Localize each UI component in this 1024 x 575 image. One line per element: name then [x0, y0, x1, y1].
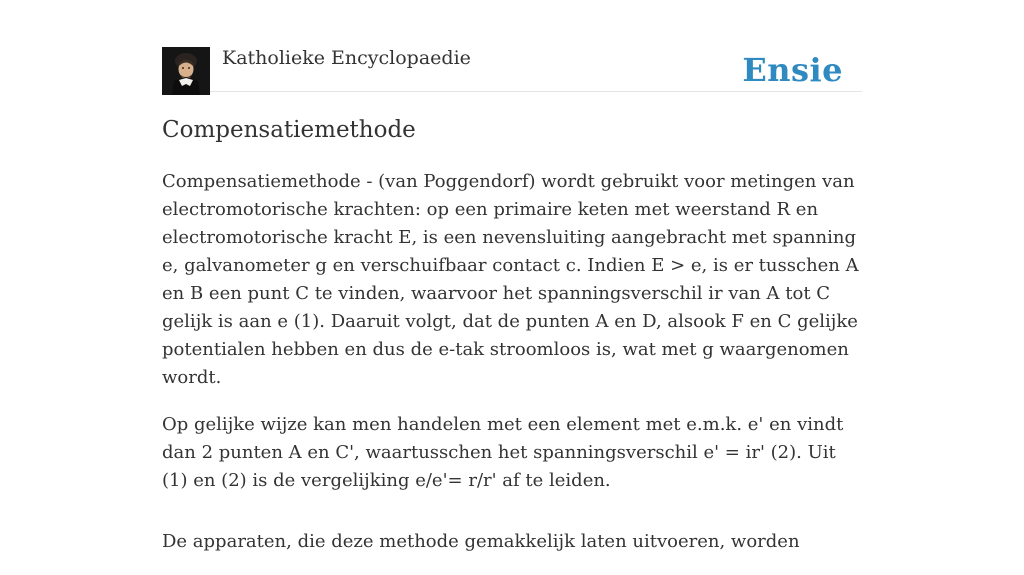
article-paragraph: Compensatiemethode - (van Poggendorf) wordt gebruikt voor metingen van electromotorische krachten: op een primaire keten met weerstand R en electromotorische kracht E, is een nevensluiting aangebracht met spanning e, galvanometer g en verschuifbaar contact c. Indien E > e, is er tusschen A en B een punt C te vinden, waarvoor het spanningsverschil ir van A tot C gelijk is aan e (1). Daaruit volgt, dat de punten A en D, alsook F en C gelijke potentialen hebben en dus de e-tak stroomloos is, wat met g waargenomen wordt. [162, 171, 859, 388]
article-title: Compensatiemethode [162, 117, 416, 143]
portrait-avatar-icon[interactable] [162, 47, 210, 95]
article-body [162, 168, 862, 575]
site-name[interactable]: Katholieke Encyclopaedie [222, 47, 471, 69]
article-paragraph: Op gelijke wijze kan men handelen met een element met e.m.k. e' en vindt dan 2 punten A en C', waartusschen het spanningsverschil e' = ir' (2). Uit (1) en (2) is de vergelijking e/e'= r/r' af te leiden. [162, 414, 844, 491]
page [162, 0, 862, 552]
site-header [162, 0, 862, 92]
article-paragraph: De apparaten, die deze methode gemakkelijk laten uitvoeren, worden [162, 531, 800, 552]
ensie-logo[interactable]: Ensie [742, 51, 843, 89]
portrait-illustration [162, 47, 210, 95]
